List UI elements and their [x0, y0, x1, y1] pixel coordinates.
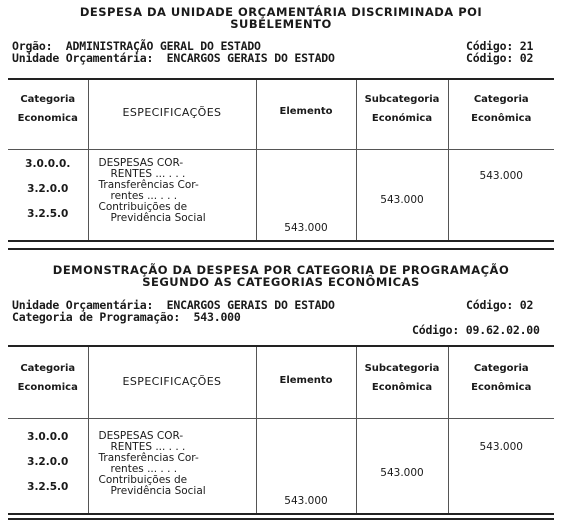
code-3000: 3.0.0.0: [27, 430, 69, 443]
specs-cell: [88, 149, 256, 241]
bottom-rule: [8, 518, 554, 520]
section2-title-line1: DEMONSTRAÇÃO DA DESPESA POR CATEGORIA DE PROGRAMAÇÃO: [52, 263, 510, 277]
elemento-value: 543.000: [284, 494, 328, 507]
spec-line: rentes ... . . .: [110, 189, 178, 202]
section2-title-line2: SEGUNDO AS CATEGORIAS ECONÔMICAS: [142, 275, 420, 289]
section2-table: [8, 345, 554, 515]
col-header-elemento: Elemento: [256, 79, 356, 149]
spec-line: Transferências Cor-: [98, 451, 199, 464]
elemento-cell: [256, 418, 356, 514]
categoria-label: Categoria de Programação:: [12, 310, 181, 324]
col-header-subcategoria: Subcategoria Econômica: [356, 346, 448, 418]
col-header-categoria-economica: Categoria Econômica: [448, 346, 554, 418]
col-header-categoria: Categoria Economica: [8, 79, 88, 149]
section2-categoria: [12, 311, 241, 323]
col-header-categoria-economica: Categoria Econômica: [448, 79, 554, 149]
table-header-row: [8, 79, 554, 149]
categoria-value: 543.000: [479, 440, 523, 453]
codes-cell: [8, 418, 88, 514]
section2-unidade-codigo: Código: 02: [466, 298, 534, 312]
section1-title-line2: SUBELEMENTO: [230, 17, 332, 31]
unidade-label: Unidade Orçamentária:: [12, 51, 154, 65]
col-header-elemento: Elemento: [256, 346, 356, 418]
spec-line: Contribuições de: [98, 200, 188, 213]
categoria-cell: [448, 418, 554, 514]
categoria-cell: [448, 149, 554, 241]
codes-cell: [8, 149, 88, 241]
code-3200: 3.2.0.0: [27, 182, 69, 195]
col-header-especificacoes: ESPECIFICAÇÕES: [88, 79, 256, 149]
code-3250: 3.2.5.0: [27, 480, 69, 493]
spec-line: Previdência Social: [110, 484, 206, 497]
categoria-value: 543.000: [193, 310, 241, 324]
section1-orgao-codigo: Código: 21: [466, 39, 534, 53]
section1-unidade: [12, 52, 335, 64]
spec-line: DESPESAS COR-: [98, 156, 184, 169]
specs-cell: [88, 418, 256, 514]
col-header-subcategoria: Subcategoria Económica: [356, 79, 448, 149]
table-row: [8, 418, 554, 514]
elemento-cell: [256, 149, 356, 241]
spec-line: Contribuições de: [98, 473, 188, 486]
unidade-value: ENCARGOS GERAIS DO ESTADO: [166, 298, 335, 312]
section2-categoria-codigo: Código: 09.62.02.00: [412, 323, 540, 337]
col-header-especificacoes: ESPECIFICAÇÕES: [88, 346, 256, 418]
section1-unidade-codigo: Código: 02: [466, 51, 534, 65]
code-3250: 3.2.5.0: [27, 207, 69, 220]
section-divider: [8, 248, 554, 250]
section1-table: [8, 78, 554, 242]
subcategoria-cell: [356, 149, 448, 241]
elemento-value: 543.000: [284, 221, 328, 234]
categoria-value: 543.000: [479, 169, 523, 182]
col-header-categoria: Categoria Economica: [8, 346, 88, 418]
spec-line: DESPESAS COR-: [98, 429, 184, 442]
subcategoria-value: 543.000: [380, 193, 424, 206]
table-header-row: [8, 346, 554, 418]
orgao-label: Orgão:: [12, 39, 53, 53]
spec-line: Transferências Cor-: [98, 178, 199, 191]
spec-line: Previdência Social: [110, 211, 206, 224]
spec-line: rentes ... . . .: [110, 462, 178, 475]
orgao-value: ADMINISTRAÇÃO GERAL DO ESTADO: [65, 39, 261, 53]
unidade-value: ENCARGOS GERAIS DO ESTADO: [166, 51, 335, 65]
unidade-label: Unidade Orçamentária:: [12, 298, 154, 312]
code-3200: 3.2.0.0: [27, 455, 69, 468]
subcategoria-value: 543.000: [380, 466, 424, 479]
table-row: [8, 149, 554, 241]
spec-line: RENTES ... . . .: [110, 167, 186, 180]
subcategoria-cell: [356, 418, 448, 514]
spec-line: RENTES ... . . .: [110, 440, 186, 453]
code-3000: 3.0.0.0.: [25, 157, 71, 170]
section1-title-line1: DESPESA DA UNIDADE ORÇAMENTÁRIA DISCRIMINADA POI: [79, 5, 483, 19]
